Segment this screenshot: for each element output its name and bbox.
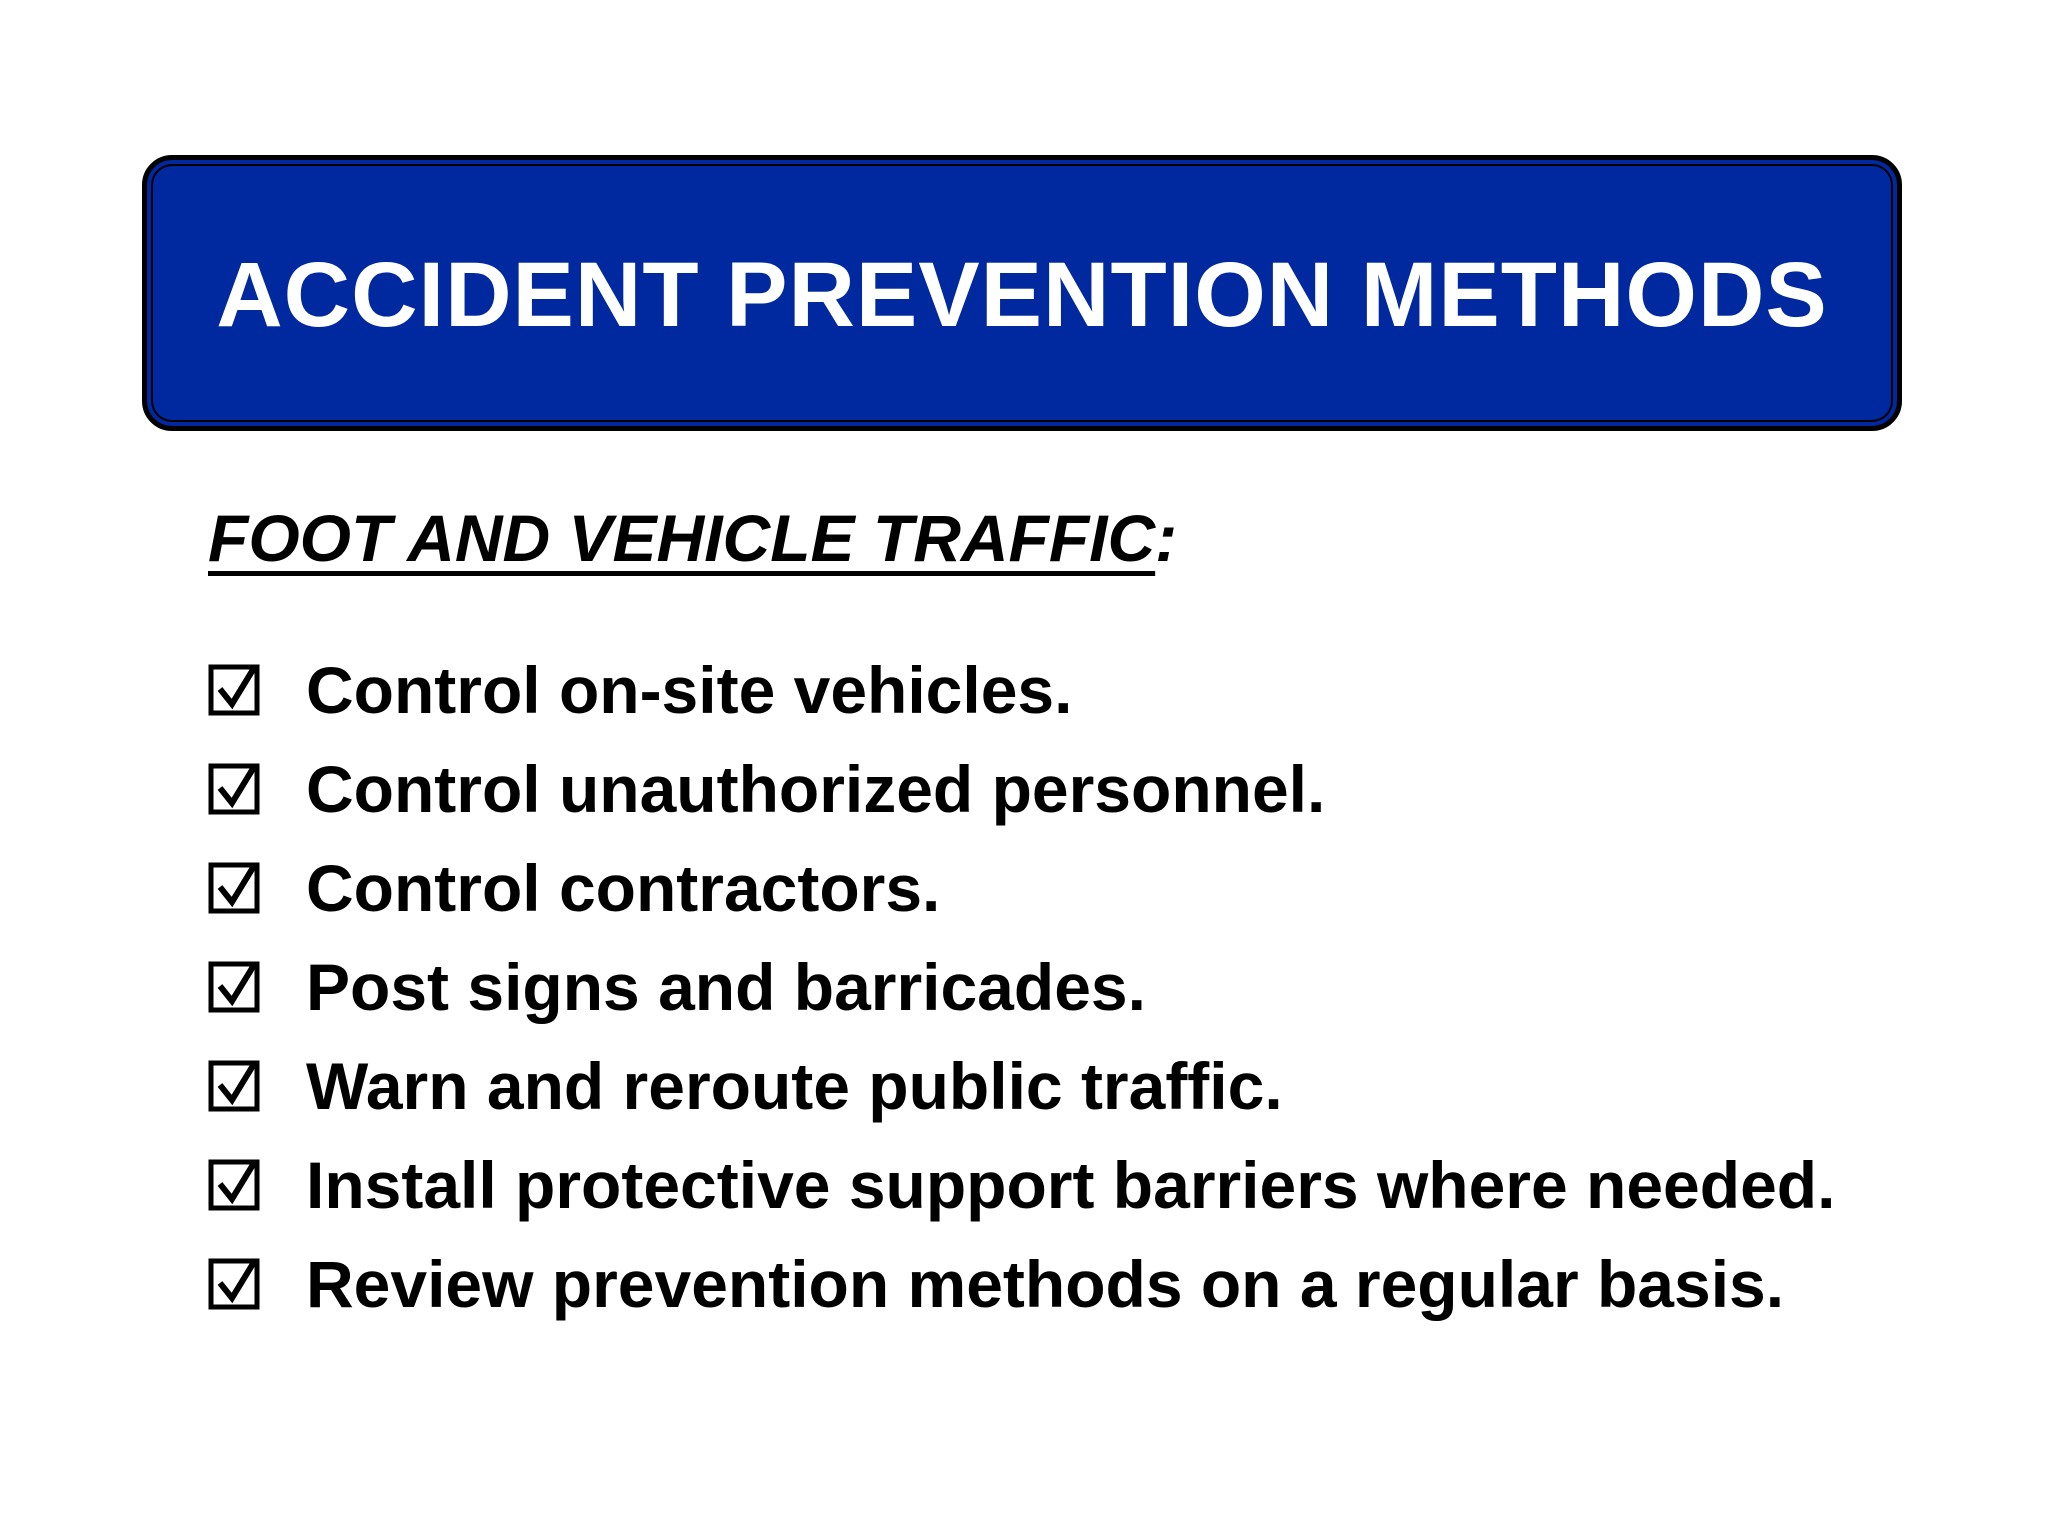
checklist-item bbox=[208, 739, 1835, 838]
checklist-item bbox=[208, 640, 1835, 739]
checked-box-icon bbox=[208, 1060, 260, 1112]
section-heading-text: FOOT AND VEHICLE TRAFFIC bbox=[208, 501, 1156, 575]
checklist-item bbox=[208, 1036, 1835, 1135]
checklist-item-label: Control contractors. bbox=[306, 850, 941, 925]
checked-box-icon bbox=[208, 862, 260, 914]
checklist-item bbox=[208, 1234, 1835, 1333]
checked-box-icon bbox=[208, 763, 260, 815]
title-banner bbox=[142, 155, 1902, 431]
checked-box-icon bbox=[208, 664, 260, 716]
checklist-item-label: Control on-site vehicles. bbox=[306, 652, 1073, 727]
section-heading-colon: : bbox=[1155, 501, 1178, 575]
checklist-item-label: Install protective support barriers where needed. bbox=[306, 1147, 1836, 1222]
checklist-item-label: Warn and reroute public traffic. bbox=[306, 1048, 1283, 1123]
checklist-item bbox=[208, 1135, 1835, 1234]
checked-box-icon bbox=[208, 1258, 260, 1310]
page-title: ACCIDENT PREVENTION METHODS bbox=[216, 243, 1828, 346]
checklist-item-label: Control unauthorized personnel. bbox=[306, 751, 1326, 826]
checklist bbox=[208, 640, 1835, 1333]
section-heading bbox=[208, 501, 1178, 575]
checked-box-icon bbox=[208, 961, 260, 1013]
checklist-item bbox=[208, 937, 1835, 1036]
checklist-item-label: Review prevention methods on a regular basis. bbox=[306, 1246, 1785, 1321]
checked-box-icon bbox=[208, 1159, 260, 1211]
checklist-item bbox=[208, 838, 1835, 937]
checklist-item-label: Post signs and barricades. bbox=[306, 949, 1146, 1024]
